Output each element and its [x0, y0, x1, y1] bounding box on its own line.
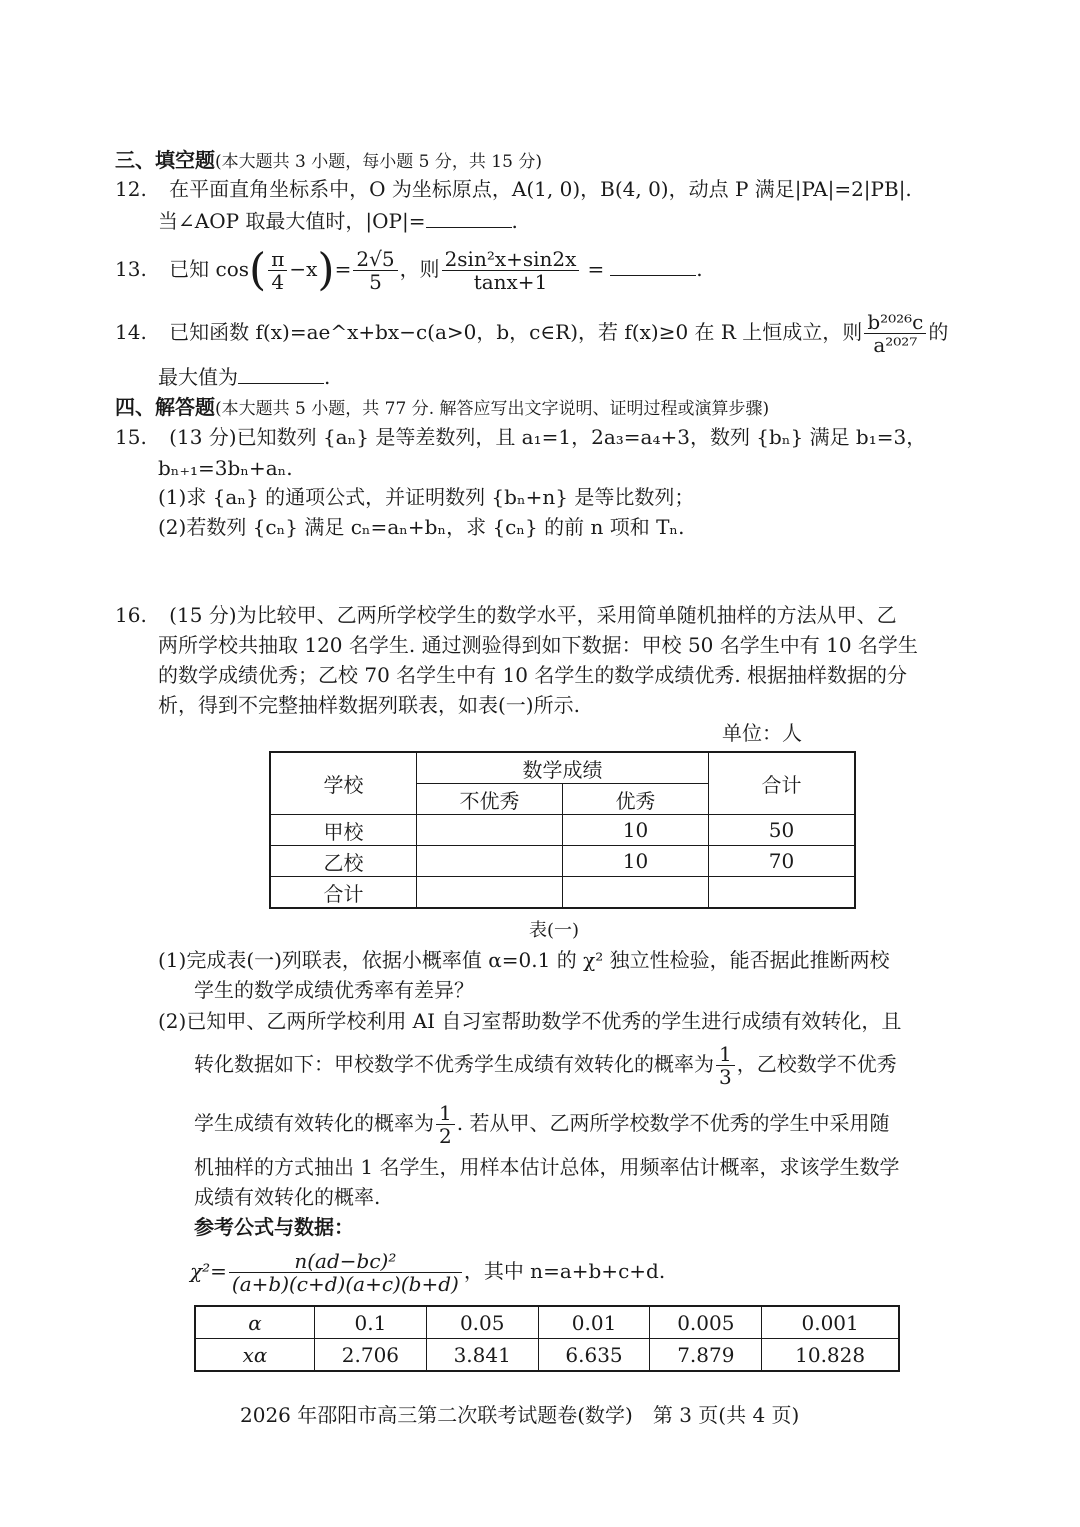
row-name: 乙校 [270, 846, 416, 877]
question-15-part1: (1)求 {aₙ} 的通项公式，并证明数列 {bₙ+n} 是等比数列； [158, 485, 695, 509]
part2-line3-text: 学生成绩有效转化的概率为 [194, 1111, 434, 1135]
one-half-denominator: 2 [439, 1124, 452, 1148]
x-alpha-value: 3.841 [426, 1339, 538, 1372]
question-12-line2 [158, 206, 973, 236]
answer-blank-14 [238, 365, 324, 384]
answer-blank-13 [610, 257, 696, 276]
expression-numerator: 2sin²x+sin2x [442, 248, 580, 271]
question-14 [115, 305, 975, 359]
alpha-value: 0.1 [315, 1306, 427, 1339]
pi-denominator: 4 [271, 270, 285, 294]
x-alpha-label: xα [195, 1339, 315, 1372]
section-3-title: 三、填空题 [115, 148, 215, 172]
question-16-part2-line4: 机抽样的方式抽出 1 名学生，用样本估计总体，用频率估计概率，求该学生数学 [194, 1155, 900, 1179]
cell-not-excellent [416, 815, 562, 846]
one-half-numerator: 1 [436, 1102, 455, 1125]
alpha-value: 0.001 [762, 1306, 899, 1339]
question-16-part1-line1: (1)完成表(一)列联表，依据小概率值 α=0.1 的 χ² 独立性检验，能否据此推断两校 [158, 948, 890, 972]
part2-line3-tail: . 若从甲、乙两所学校数学不优秀的学生中采用随 [456, 1111, 890, 1135]
contingency-table [269, 751, 856, 909]
question-16-number: 16. [115, 603, 147, 627]
question-16-part2-line1: (2)已知甲、乙两所学校利用 AI 自习室帮助数学不优秀的学生进行成绩有效转化，且 [158, 1009, 902, 1033]
question-14-line2-text: 最大值为 [158, 365, 238, 389]
question-14-end: . [324, 365, 331, 389]
question-12 [115, 174, 975, 204]
fraction-pi-over-4 [268, 248, 287, 293]
equals-sign: = [334, 257, 352, 281]
alpha-value: 0.005 [650, 1306, 762, 1339]
table-row [195, 1339, 899, 1372]
question-12-end: . [511, 209, 518, 233]
question-15 [115, 422, 975, 452]
cell-excellent [562, 877, 708, 909]
section-3-heading [115, 145, 975, 177]
table-unit: 单位：人 [722, 721, 802, 745]
fraction-b-over-a [864, 311, 926, 356]
question-15-part2: (2)若数列 {cₙ} 满足 cₙ=aₙ+bₙ，求 {cₙ} 的前 n 项和 Tₙ. [158, 515, 685, 539]
question-16-line4: 析，得到不完整抽样数据列联表，如表(一)所示. [158, 693, 580, 717]
header-school: 学校 [270, 752, 416, 815]
cell-excellent: 10 [562, 815, 708, 846]
x-alpha-value: 7.879 [650, 1339, 762, 1372]
question-16-line1: (15 分)为比较甲、乙两所学校学生的数学水平，采用简单随机抽样的方法从甲、乙 [169, 603, 897, 627]
table-row [270, 877, 855, 909]
question-12-line1: 在平面直角坐标系中，O 为坐标原点，A(1, 0)，B(4, 0)，动点 P 满足|PA|=2|PB|. [169, 177, 912, 201]
formula-lhs: χ²= [190, 1259, 227, 1283]
question-15-line2: bₙ₊₁=3bₙ+aₙ. [158, 456, 293, 480]
question-12-line2-text: 当∠AOP 取最大值时，|OP|= [158, 209, 426, 233]
cell-total: 70 [708, 846, 855, 877]
section-4-title: 四、解答题 [115, 395, 215, 419]
table-row [270, 815, 855, 846]
header-excellent: 优秀 [562, 784, 708, 815]
x-alpha-value: 6.635 [538, 1339, 650, 1372]
header-not-excellent: 不优秀 [416, 784, 562, 815]
table-row [195, 1306, 899, 1339]
header-score: 数学成绩 [416, 752, 708, 784]
part2-line2-tail: ，乙校数学不优秀 [736, 1052, 897, 1076]
question-14-line2 [158, 362, 973, 392]
fraction-one-third [716, 1043, 735, 1088]
question-12-number: 12. [115, 177, 147, 201]
cell-total: 50 [708, 815, 855, 846]
question-16 [115, 600, 975, 630]
question-13-number: 13. [115, 257, 147, 281]
formula-denominator: (a+b)(c+d)(a+c)(b+d) [231, 1272, 459, 1296]
question-16-part2-line2 [194, 1040, 1054, 1088]
header-total: 合计 [708, 752, 855, 815]
question-16-line2: 两所学校共抽取 120 名学生. 通过测验得到如下数据：甲校 50 名学生中有 10 名学生 [158, 633, 918, 657]
equals-sign-2: = [587, 257, 605, 281]
cell-not-excellent [416, 846, 562, 877]
answer-blank-12 [426, 209, 512, 228]
fraction-a-denominator: a²⁰²⁷ [873, 333, 918, 357]
section-4-note: (本大题共 5 小题，共 77 分. 解答应写出文字说明、证明过程或演算步骤) [215, 399, 770, 419]
x-alpha-value: 10.828 [762, 1339, 899, 1372]
question-14-line1: 已知函数 f(x)=ae^x+bx−c(a>0，b，c∈R)，若 f(x)≥0 在 R 上恒成立，则 [169, 320, 863, 344]
row-name: 甲校 [270, 815, 416, 846]
minus-x: −x [289, 257, 318, 281]
paren-open: ( [249, 244, 267, 296]
table-row [270, 846, 855, 877]
section-4-heading [115, 392, 975, 424]
value-numerator: 2√5 [353, 248, 397, 271]
formula-numerator: n(ad−bc)² [229, 1250, 462, 1273]
critical-value-table [194, 1305, 900, 1372]
section-3-note: (本大题共 3 小题，每小题 5 分，共 15 分) [215, 152, 542, 172]
fraction-expression [442, 248, 580, 293]
value-denominator: 5 [369, 270, 382, 294]
question-14-tail: 的 [928, 320, 949, 344]
x-alpha-value: 2.706 [315, 1339, 427, 1372]
question-13-end: . [696, 257, 703, 281]
expression-denominator: tanx+1 [473, 270, 548, 294]
question-16-line3: 的数学成绩优秀；乙校 70 名学生中有 10 名学生的数学成绩优秀. 根据抽样数据的分 [158, 663, 908, 687]
reference-title: 参考公式与数据： [194, 1215, 354, 1239]
page-footer: 2026 年邵阳市高三第二次联考试题卷(数学) 第 3 页(共 4 页) [240, 1403, 800, 1427]
question-15-line1: (13 分)已知数列 {aₙ} 是等差数列，且 a₁=1，2a₃=a₄+3，数列 {bₙ} 满足 b₁=3， [169, 425, 927, 449]
question-13-prefix: 已知 cos [169, 257, 250, 281]
question-16-part1-line2: 学生的数学成绩优秀率有差异？ [194, 978, 474, 1002]
part2-line2-text: 转化数据如下：甲校数学不优秀学生成绩有效转化的概率为 [194, 1052, 714, 1076]
one-third-denominator: 3 [719, 1065, 732, 1089]
one-third-numerator: 1 [716, 1043, 735, 1066]
question-15-number: 15. [115, 425, 147, 449]
alpha-value: 0.05 [426, 1306, 538, 1339]
pi-numerator: π [268, 248, 287, 271]
question-16-part2-line3 [194, 1099, 1054, 1147]
fraction-value [353, 248, 397, 293]
formula-tail: ，其中 n=a+b+c+d. [463, 1259, 666, 1283]
alpha-value: 0.01 [538, 1306, 650, 1339]
question-16-part2-line5: 成绩有效转化的概率. [194, 1185, 381, 1209]
cell-excellent: 10 [562, 846, 708, 877]
chi-square-formula [190, 1246, 1050, 1296]
fraction-one-half [436, 1102, 455, 1147]
row-name: 合计 [270, 877, 416, 909]
paren-close: ) [317, 244, 335, 296]
table-row [270, 752, 855, 784]
table-caption: 表(一) [529, 920, 580, 941]
question-13-then: ，则 [399, 257, 440, 281]
formula-fraction [229, 1250, 462, 1295]
cell-total [708, 877, 855, 909]
question-13 [115, 242, 975, 296]
cell-not-excellent [416, 877, 562, 909]
alpha-label: α [195, 1306, 315, 1339]
question-14-number: 14. [115, 320, 147, 344]
fraction-b-numerator: b²⁰²⁶c [864, 311, 926, 334]
